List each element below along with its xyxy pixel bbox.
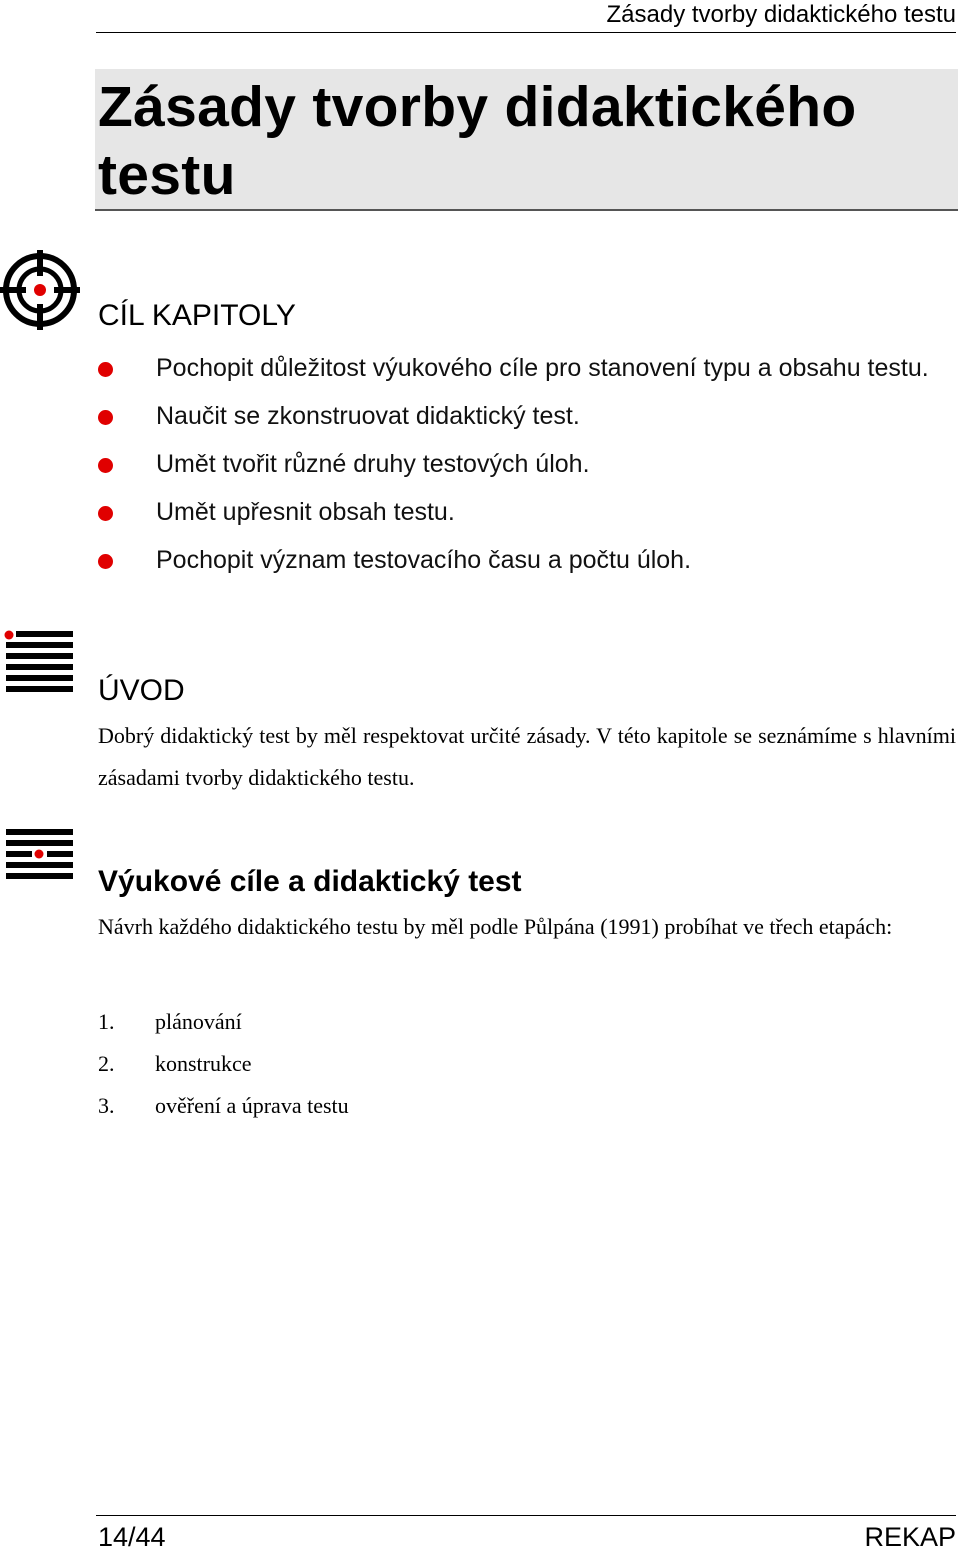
list-item: Umět tvořit různé druhy testových úloh. (98, 446, 958, 483)
page-footer (96, 1515, 956, 1552)
steps-list (98, 1001, 349, 1127)
list-item: Pochopit význam testovacího času a počtu úloh. (98, 542, 958, 579)
page-number: 14/44 (98, 1522, 166, 1552)
list-item: Pochopit důležitost výukového cíle pro stanovení typu a obsahu testu. (98, 350, 958, 387)
bullet-icon (98, 362, 113, 377)
running-title: Zásady tvorby didaktického testu (606, 1, 956, 28)
bullet-icon (98, 410, 113, 425)
intro-heading: ÚVOD (98, 674, 185, 707)
footer-brand: REKAP (864, 1522, 956, 1552)
chapter-title-line2: testu (98, 143, 236, 207)
chapter-title-line1: Zásady tvorby didaktického (98, 75, 857, 139)
list-item: Naučit se zkonstruovat didaktický test. (98, 398, 958, 435)
bullet-icon (98, 506, 113, 521)
section-heading: Výukové cíle a didaktický test (98, 865, 522, 898)
running-header (96, 0, 956, 33)
bullet-icon (98, 554, 113, 569)
intro-lines-icon (4, 630, 74, 692)
chapter-title (95, 69, 958, 209)
chapter-title-box (95, 69, 958, 211)
goals-list (98, 350, 958, 590)
section-text: Návrh každého didaktického testu by měl podle Půlpána (1991) probíhat ve třech etapách: (98, 914, 893, 939)
goals-heading: CÍL KAPITOLY (98, 299, 296, 332)
list-item: 1. plánování (98, 1009, 242, 1034)
list-item: 2. konstrukce (98, 1051, 252, 1076)
list-item: 3. ověření a úprava testu (98, 1093, 349, 1118)
intro-text: Dobrý didaktický test by měl respektovat určité zásady. V této kapitole se seznámíme s hlavními zásadami tvorby didaktického testu. (98, 723, 956, 790)
bullet-icon (98, 458, 113, 473)
list-item: Umět upřesnit obsah testu. (98, 494, 958, 531)
target-icon (0, 250, 80, 330)
section-lines-icon (4, 828, 74, 882)
